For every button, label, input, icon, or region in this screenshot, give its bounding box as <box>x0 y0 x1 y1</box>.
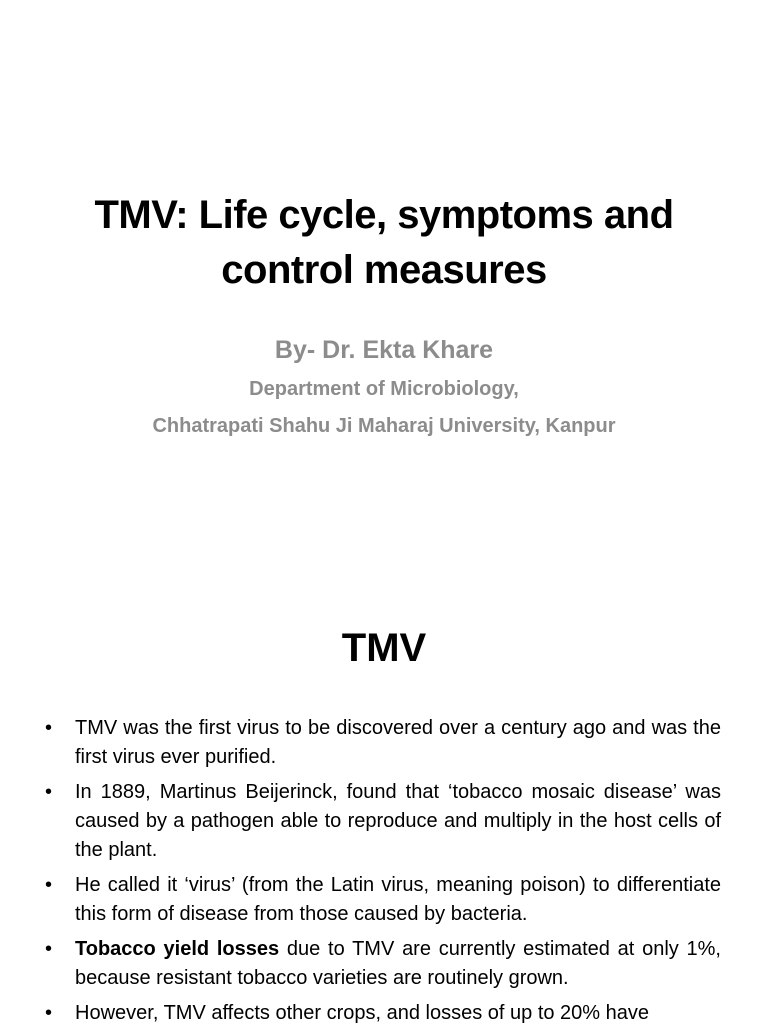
bullet-item <box>45 999 721 1024</box>
bullet-dot-icon: • <box>45 874 53 896</box>
bullet-item <box>45 871 721 929</box>
bullet-item <box>45 714 721 772</box>
bullet-dot-icon: • <box>45 938 53 960</box>
university-line: Chhatrapati Shahu Ji Maharaj University, Kanpur <box>152 415 616 437</box>
slide-title: TMV <box>341 626 427 670</box>
bullet-text: He called it ‘virus’ (from the Latin virus, meaning poison) to differentiate this form of disease from those caused by bacteria. <box>75 874 721 925</box>
author-line: By- Dr. Ekta Khare <box>274 336 494 364</box>
bullet-list <box>0 714 768 1024</box>
bullet-text: However, TMV affects other crops, and losses of up to 20% have <box>75 1002 650 1024</box>
bullet-dot-icon: • <box>45 1002 53 1024</box>
title-line-1: TMV: Life cycle, symptoms and <box>94 193 674 237</box>
bullet-text: In 1889, Martinus Beijerinck, found that ‘tobacco mosaic disease’ was caused by a pathogen able to reproduce and multiply in the host cells of the plant. <box>75 781 721 861</box>
bullet-dot-icon: • <box>45 781 53 803</box>
department-line: Department of Microbiology, <box>249 378 519 400</box>
bullet-text: TMV was the first virus to be discovered over a century ago and was the first virus ever purified. <box>75 717 721 768</box>
bullet-item <box>45 778 721 865</box>
presentation-title <box>40 188 728 298</box>
title-line-2: control measures <box>221 248 547 292</box>
bullet-bold-lead: Tobacco yield losses <box>75 938 280 960</box>
content-slide-tmv <box>0 576 768 1024</box>
bullet-item <box>45 935 721 993</box>
bullet-dot-icon: • <box>45 717 53 739</box>
bullet-text: due to TMV are currently estimated at only 1%, because resistant tobacco varieties are routinely grown. <box>75 938 721 989</box>
